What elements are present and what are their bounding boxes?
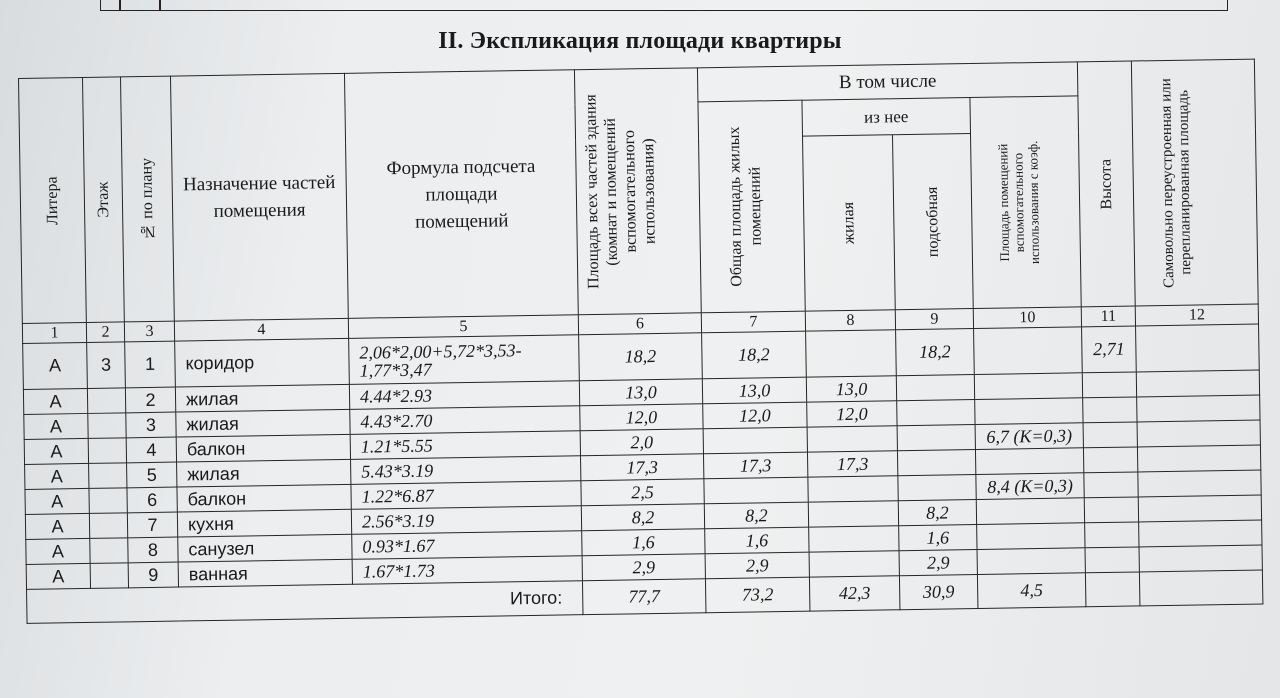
cell-samovolno <box>1139 545 1262 572</box>
cell-vspom <box>975 398 1083 425</box>
cell-formula: 4.44*2.93 <box>349 381 579 410</box>
cell-obshaya: 2,9 <box>705 552 809 579</box>
header-formula: Формула подсчета площади помещений <box>344 70 578 319</box>
cell-zhilaya <box>809 551 899 577</box>
previous-table-edge <box>100 0 1228 11</box>
cell-litera: А <box>23 342 88 389</box>
cell-name: жилая <box>177 459 351 487</box>
cell-formula: 2.56*3.19 <box>351 506 581 535</box>
column-number: 1 <box>22 322 86 343</box>
column-number: 7 <box>701 311 805 333</box>
cell-area: 13,0 <box>579 379 702 406</box>
cell-vspom <box>974 327 1083 375</box>
cell-name: кухня <box>177 509 351 537</box>
cell-samovolno <box>1136 324 1260 372</box>
total-podsobnaya: 30,9 <box>899 574 978 609</box>
cell-samovolno <box>1136 370 1259 397</box>
cell-samovolno <box>1137 395 1260 422</box>
column-number: 10 <box>973 307 1081 329</box>
cell-no: 8 <box>128 537 178 563</box>
header-naznachenie: Назначение частей помещения <box>170 73 348 321</box>
cell-litera: А <box>26 538 90 564</box>
cell-vysota <box>1084 497 1138 523</box>
column-number: 12 <box>1135 304 1258 326</box>
total-samovolno <box>1139 570 1263 606</box>
cell-podsobnaya: 1,6 <box>899 524 977 550</box>
cell-vspom <box>977 548 1085 575</box>
header-no-plan: № по плану <box>120 76 174 322</box>
header-iz-nee: из нее <box>802 98 971 137</box>
header-v-tom-chisle: В том числе <box>697 62 1078 102</box>
cell-formula: 5.43*3.19 <box>351 456 581 485</box>
header-vspom: Площадь помещений вспомогательного использования с коэф. <box>970 96 1081 309</box>
cell-area: 1,6 <box>582 529 705 556</box>
cell-podsobnaya <box>898 475 976 501</box>
total-vysota <box>1085 572 1140 607</box>
cell-vspom <box>974 373 1082 400</box>
cell-zhilaya: 13,0 <box>806 376 896 402</box>
cell-formula: 1.67*1.73 <box>352 556 582 585</box>
explication-table <box>18 59 1263 624</box>
header-zhilaya: жилая <box>803 135 896 311</box>
cell-area: 12,0 <box>580 404 703 431</box>
cell-formula: 4.43*2.70 <box>350 406 580 435</box>
column-number: 2 <box>86 322 124 343</box>
cell-litera: А <box>26 563 90 589</box>
cell-zhilaya: 12,0 <box>807 401 897 427</box>
table-divider <box>119 0 121 10</box>
cell-etazh <box>88 413 126 439</box>
cell-name: жилая <box>176 409 350 437</box>
column-number: 8 <box>805 310 895 331</box>
cell-etazh <box>90 538 128 564</box>
cell-litera: А <box>24 413 88 439</box>
cell-podsobnaya: 2,9 <box>899 549 977 575</box>
header-obshaya: Общая площадь жилых помещений <box>698 100 805 313</box>
cell-no: 7 <box>127 512 177 538</box>
cell-etazh: 3 <box>87 342 126 389</box>
cell-name: коридор <box>175 338 350 387</box>
total-label: Итого: <box>27 581 583 624</box>
cell-obshaya: 13,0 <box>702 377 806 404</box>
cell-vysota <box>1085 522 1139 548</box>
table-divider <box>159 0 161 10</box>
cell-area: 18,2 <box>579 333 703 381</box>
cell-vysota: 2,71 <box>1082 326 1137 373</box>
cell-vysota <box>1084 472 1138 498</box>
cell-name: балкон <box>177 484 351 512</box>
cell-litera: А <box>25 488 89 514</box>
cell-area: 2,5 <box>581 479 704 506</box>
document-title: II. Экспликация площади квартиры <box>438 28 842 54</box>
cell-samovolno <box>1137 445 1260 472</box>
cell-vysota <box>1085 547 1139 573</box>
cell-zhilaya <box>806 330 897 377</box>
cell-no: 5 <box>127 462 177 488</box>
cell-no: 2 <box>125 387 175 413</box>
cell-vspom: 8,4 (K=0,3) <box>976 473 1084 500</box>
cell-area: 8,2 <box>581 504 704 531</box>
cell-litera: А <box>25 463 89 489</box>
column-number: 3 <box>124 321 174 342</box>
cell-formula: 0.93*1.67 <box>352 531 582 560</box>
cell-zhilaya <box>808 501 898 527</box>
cell-area: 17,3 <box>581 454 704 481</box>
cell-vspom: 6,7 (K=0,3) <box>975 423 1083 450</box>
cell-podsobnaya <box>896 375 974 401</box>
cell-zhilaya: 17,3 <box>807 451 897 477</box>
cell-no: 4 <box>126 437 176 463</box>
cell-podsobnaya: 18,2 <box>896 329 975 376</box>
cell-obshaya: 8,2 <box>704 502 808 529</box>
column-number: 5 <box>348 315 578 339</box>
cell-zhilaya <box>808 476 898 502</box>
cell-formula: 1.22*6.87 <box>351 481 581 510</box>
header-vysota: Высота <box>1077 61 1135 307</box>
cell-no: 1 <box>125 341 176 388</box>
cell-name: ванная <box>178 559 352 587</box>
cell-zhilaya <box>807 426 897 452</box>
cell-etazh <box>89 513 127 539</box>
cell-litera: А <box>25 513 89 539</box>
cell-etazh <box>89 488 127 514</box>
column-number: 6 <box>578 313 701 335</box>
total-obshaya: 73,2 <box>705 577 810 613</box>
cell-podsobnaya <box>897 425 975 451</box>
total-zhilaya: 42,3 <box>809 576 900 611</box>
cell-name: санузел <box>178 534 352 562</box>
column-number: 4 <box>174 318 348 341</box>
cell-samovolno <box>1138 495 1261 522</box>
cell-formula: 2,06*2,00+5,72*3,53-1,77*3,47 <box>349 335 580 385</box>
cell-podsobnaya <box>897 450 975 476</box>
cell-etazh <box>90 563 128 589</box>
cell-obshaya <box>703 427 807 454</box>
header-area-all: Площадь всех частей здания (комнат и помещений вспомогательного использования) <box>574 68 701 315</box>
cell-area: 2,0 <box>580 429 703 456</box>
cell-litera: А <box>23 388 87 414</box>
cell-samovolno <box>1139 520 1262 547</box>
cell-no: 3 <box>126 412 176 438</box>
column-number: 9 <box>895 309 973 330</box>
cell-name: жилая <box>175 384 349 412</box>
cell-samovolno <box>1137 420 1260 447</box>
cell-no: 9 <box>128 562 178 588</box>
cell-etazh <box>89 463 127 489</box>
cell-obshaya <box>704 477 808 504</box>
cell-formula: 1.21*5.55 <box>350 431 580 460</box>
header-etazh: Этаж <box>82 77 124 323</box>
cell-obshaya: 1,6 <box>705 527 809 554</box>
cell-vysota <box>1082 372 1136 398</box>
column-number: 11 <box>1081 306 1135 327</box>
cell-litera: А <box>24 438 88 464</box>
cell-name: балкон <box>176 434 350 462</box>
cell-podsobnaya <box>897 400 975 426</box>
cell-area: 2,9 <box>582 554 705 581</box>
header-litera: Литера <box>19 77 87 323</box>
cell-obshaya: 17,3 <box>703 452 807 479</box>
cell-obshaya: 12,0 <box>703 402 807 429</box>
header-samovolno: Самовольно переустроенная или перепланированная площадь <box>1131 59 1258 306</box>
cell-zhilaya <box>809 526 899 552</box>
header-podsobnaya: подсобная <box>892 134 973 310</box>
total-area: 77,7 <box>582 579 706 615</box>
cell-vspom <box>977 523 1085 550</box>
cell-vspom <box>975 448 1083 475</box>
cell-etazh <box>88 438 126 464</box>
cell-vysota <box>1083 422 1137 448</box>
cell-samovolno <box>1138 470 1261 497</box>
cell-podsobnaya: 8,2 <box>898 500 976 526</box>
cell-vysota <box>1083 447 1137 473</box>
total-vspom: 4,5 <box>977 573 1086 609</box>
cell-no: 6 <box>127 487 177 513</box>
cell-vysota <box>1083 397 1137 423</box>
cell-obshaya: 18,2 <box>702 331 807 379</box>
cell-etazh <box>87 388 125 414</box>
cell-vspom <box>976 498 1084 525</box>
